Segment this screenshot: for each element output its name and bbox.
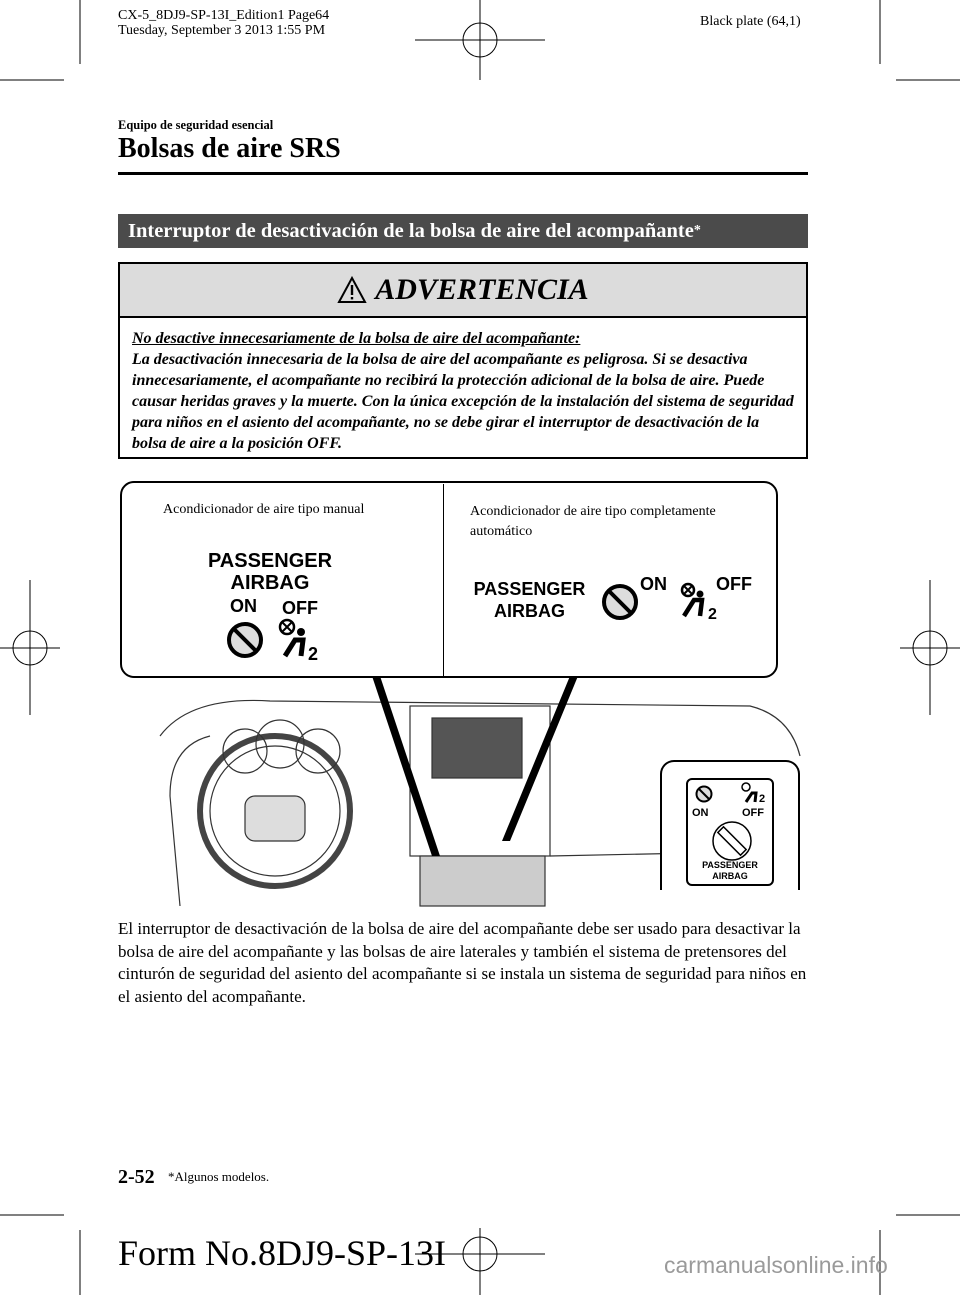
switch-off-label: OFF (742, 807, 764, 819)
passenger-text: PASSENGER (702, 860, 758, 870)
airbag-text: AIRBAG (230, 572, 310, 594)
auto-passenger-airbag-label (462, 578, 597, 622)
airbag-text: AIRBAG (494, 601, 565, 621)
title-rule (118, 172, 808, 175)
warning-title: ADVERTENCIA (375, 273, 589, 306)
manual-ac-caption: Acondicionador de aire tipo manual (163, 502, 365, 517)
warning-body (120, 318, 806, 454)
passenger-airbag-off-icon (275, 618, 325, 663)
body-paragraph: El interruptor de desactivación de la bolsa de aire del acompañante debe ser usado para desactivar la bolsa de aire del acompañante y las bolsas de aire laterales y también el sistema de pretensores del cinturón de seguridad del asiento del acompañante si se instala un sistema de seguridad para niños en el asiento del acompañante. (118, 919, 807, 1006)
footnote (168, 1169, 269, 1185)
passenger-airbag-off-icon (740, 782, 770, 806)
warning-lead: No desactive innecesariamente de la bolsa de aire del acompañante: (132, 330, 581, 347)
seat-number: 2 (759, 793, 766, 805)
warning-box (118, 262, 808, 459)
warning-triangle-icon (337, 276, 367, 304)
footnote-marker: * (168, 1169, 175, 1184)
subsection-banner (118, 214, 808, 248)
page-number: 2-52 (118, 1166, 155, 1188)
print-header (118, 8, 329, 38)
manual-off-label: OFF (282, 598, 318, 618)
warning-header (120, 264, 806, 318)
airbag-text: AIRBAG (712, 871, 748, 881)
form-number: Form No.8DJ9-SP-13I (118, 1233, 447, 1273)
subsection-title: Interruptor de desactivación de la bolsa de aire del acompañante (128, 220, 694, 242)
plate-label: Black plate (64,1) (700, 14, 801, 29)
passenger-text: PASSENGER (473, 579, 586, 599)
airbag-deactivation-switch[interactable] (686, 778, 774, 886)
page-title: Bolsas de aire SRS (118, 133, 341, 164)
switch-on-label: ON (692, 807, 709, 819)
auto-ac-caption: Acondicionador de aire tipo completamente automático (470, 504, 716, 539)
switch-passenger-airbag-label (688, 860, 772, 882)
print-header-line1: CX-5_8DJ9-SP-13I_Edition1 Page64 (118, 8, 330, 23)
auto-off-label: OFF (716, 574, 752, 594)
passenger-text: PASSENGER (207, 550, 333, 572)
manual-passenger-airbag-label (200, 550, 340, 594)
optional-marker: * (693, 223, 701, 238)
child-seat-prohibited-icon (225, 620, 265, 660)
seat-number: 2 (308, 644, 319, 663)
seat-number: 2 (708, 606, 717, 622)
watermark[interactable]: carmanualsonline.info (664, 1252, 888, 1278)
switch-knob[interactable] (708, 820, 756, 862)
section-label: Equipo de seguridad esencial (118, 118, 274, 132)
manual-on-label: ON (230, 596, 257, 616)
child-seat-prohibited-icon (600, 582, 640, 622)
panel-divider (443, 484, 444, 677)
warning-text: La desactivación innecesaria de la bolsa de aire del acompañante es peligrosa. Si se desactiva innecesariamente, el acompañante no recibirá la protección adicional de la bolsa de aire. Puede causar heridas graves y la muerte. Con la única excepción de la instalación del sistema de seguridad para niños en el asiento del acompañante, no se debe girar el interruptor de desactivación de la bolsa de aire a la posición OFF. (132, 351, 794, 452)
footnote-text: Algunos modelos. (174, 1169, 270, 1184)
auto-on-label: ON (640, 574, 667, 594)
print-header-line2: Tuesday, September 3 2013 1:55 PM (118, 23, 326, 38)
child-seat-prohibited-icon (694, 784, 714, 804)
